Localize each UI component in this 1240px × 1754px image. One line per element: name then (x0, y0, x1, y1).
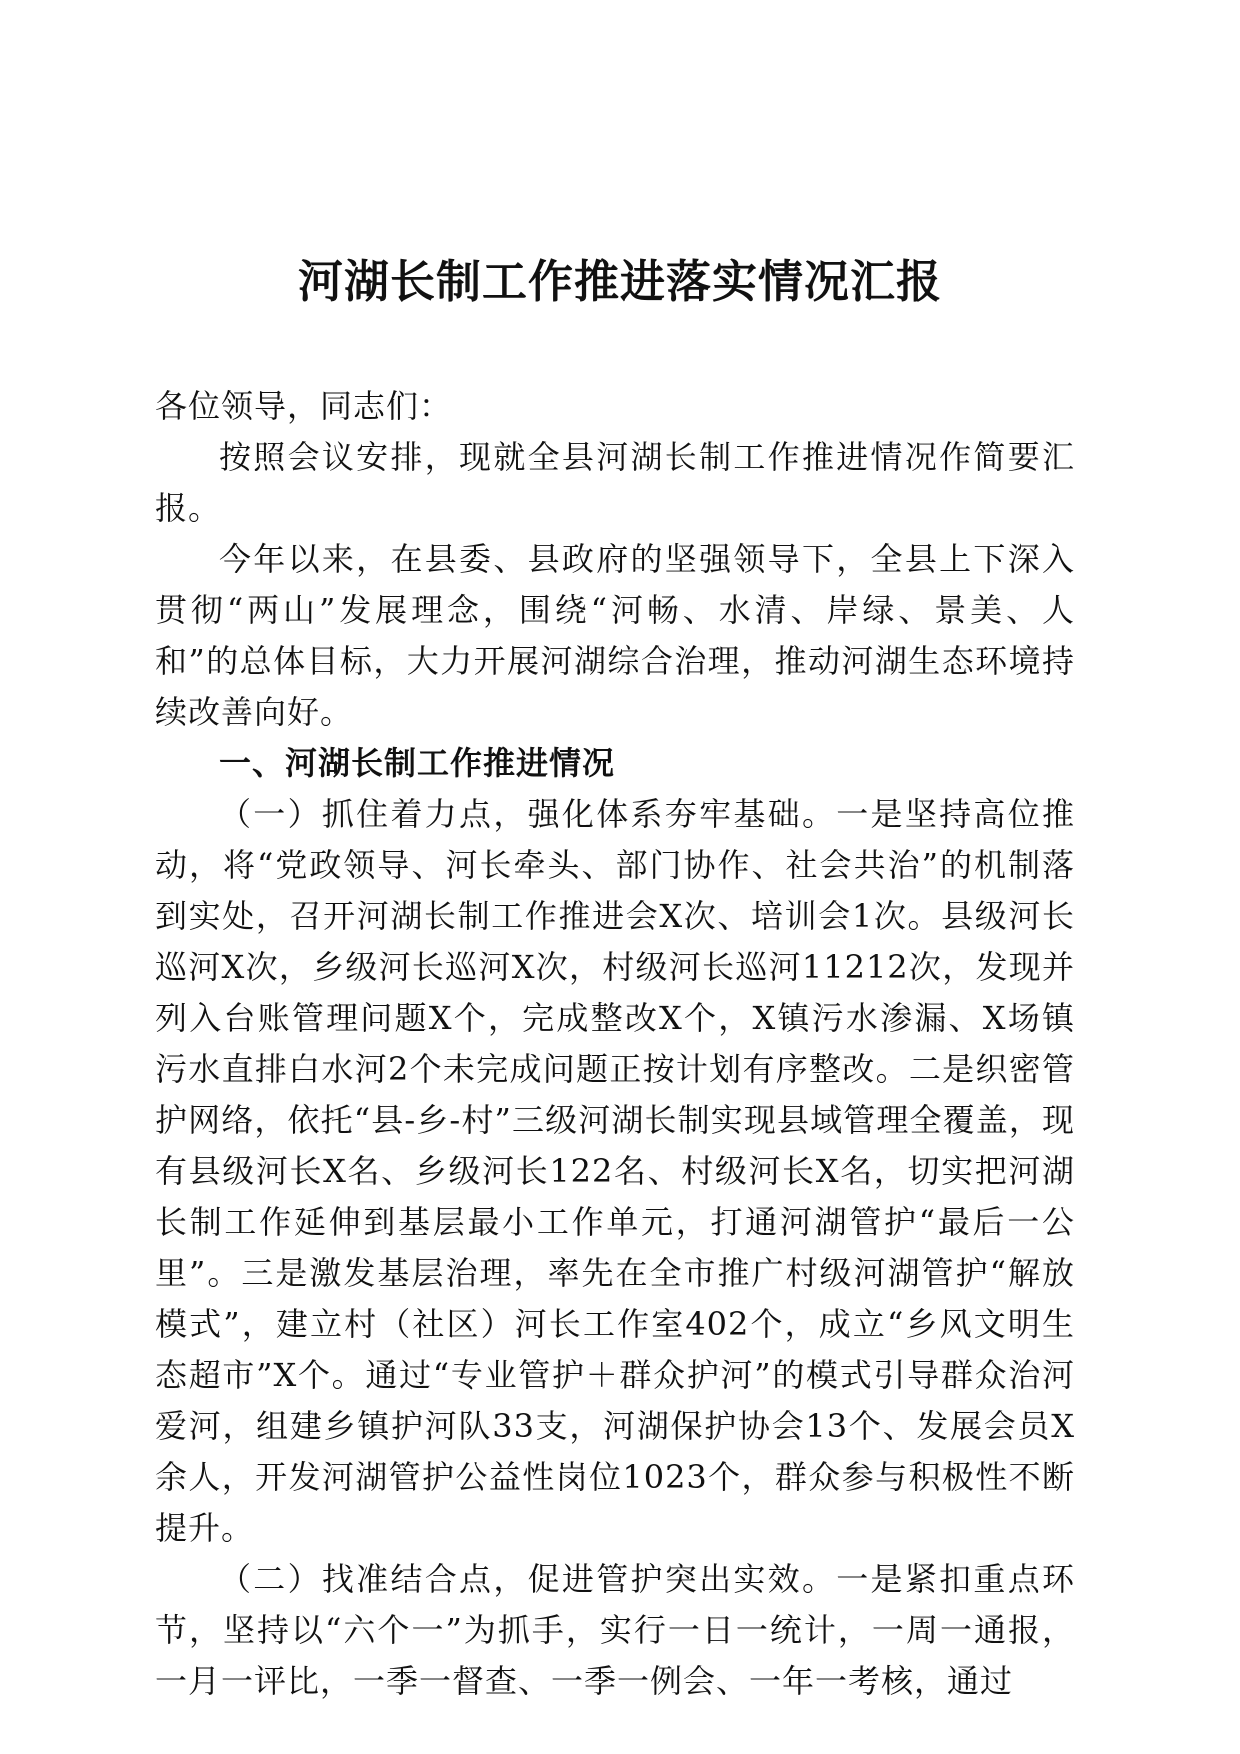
overview-paragraph: 今年以来，在县委、县政府的坚强领导下，全县上下深入贯彻“两山”发展理念，围绕“河畅、水清、岸绿、景美、人和”的总体目标，大力开展河湖综合治理，推动河湖生态环境持续改善向好。 (155, 540, 1075, 731)
section-paragraph-2: （二）找准结合点，促进管护突出实效。一是紧扣重点环节，坚持以“六个一”为抓手，实行一日一统计，一周一通报，一月一评比，一季一督查、一季一例会、一年一考核，通过 (155, 1560, 1075, 1700)
section-paragraph-1: （一）抓住着力点，强化体系夯牢基础。一是坚持高位推动，将“党政领导、河长牵头、部门协作、社会共治”的机制落到实处，召开河湖长制工作推进会X次、培训会1次。县级河长巡河X次，乡级河长巡河X次，村级河长巡河11212次，发现并列入台账管理问题X个，完成整改X个，X镇污水渗漏、X场镇污水直排白水河2个未完成问题正按计划有序整改。二是织密管护网络，依托“县-乡-村”三级河湖长制实现县域管理全覆盖，现有县级河长X名、乡级河长122名、村级河长X名，切实把河湖长制工作延伸到基层最小工作单元，打通河湖管护“最后一公里”。三是激发基层治理，率先在全市推广村级河湖管护“解放模式”，建立村（社区）河长工作室402个，成立“乡风文明生态超市”X个。通过“专业管护＋群众护河”的模式引导群众治河爱河，组建乡镇护河队33支，河湖保护协会13个、发展会员X余人，开发河湖管护公益性岗位1023个，群众参与积极性不断提升。 (155, 795, 1075, 1547)
document-body (155, 381, 1075, 1707)
section-heading: 一、河湖长制工作推进情况 (219, 744, 616, 782)
intro-paragraph: 按照会议安排，现就全县河湖长制工作推进情况作简要汇报。 (155, 438, 1075, 527)
salutation: 各位领导，同志们： (155, 387, 453, 425)
page-title: 河湖长制工作推进落实情况汇报 (297, 255, 942, 308)
